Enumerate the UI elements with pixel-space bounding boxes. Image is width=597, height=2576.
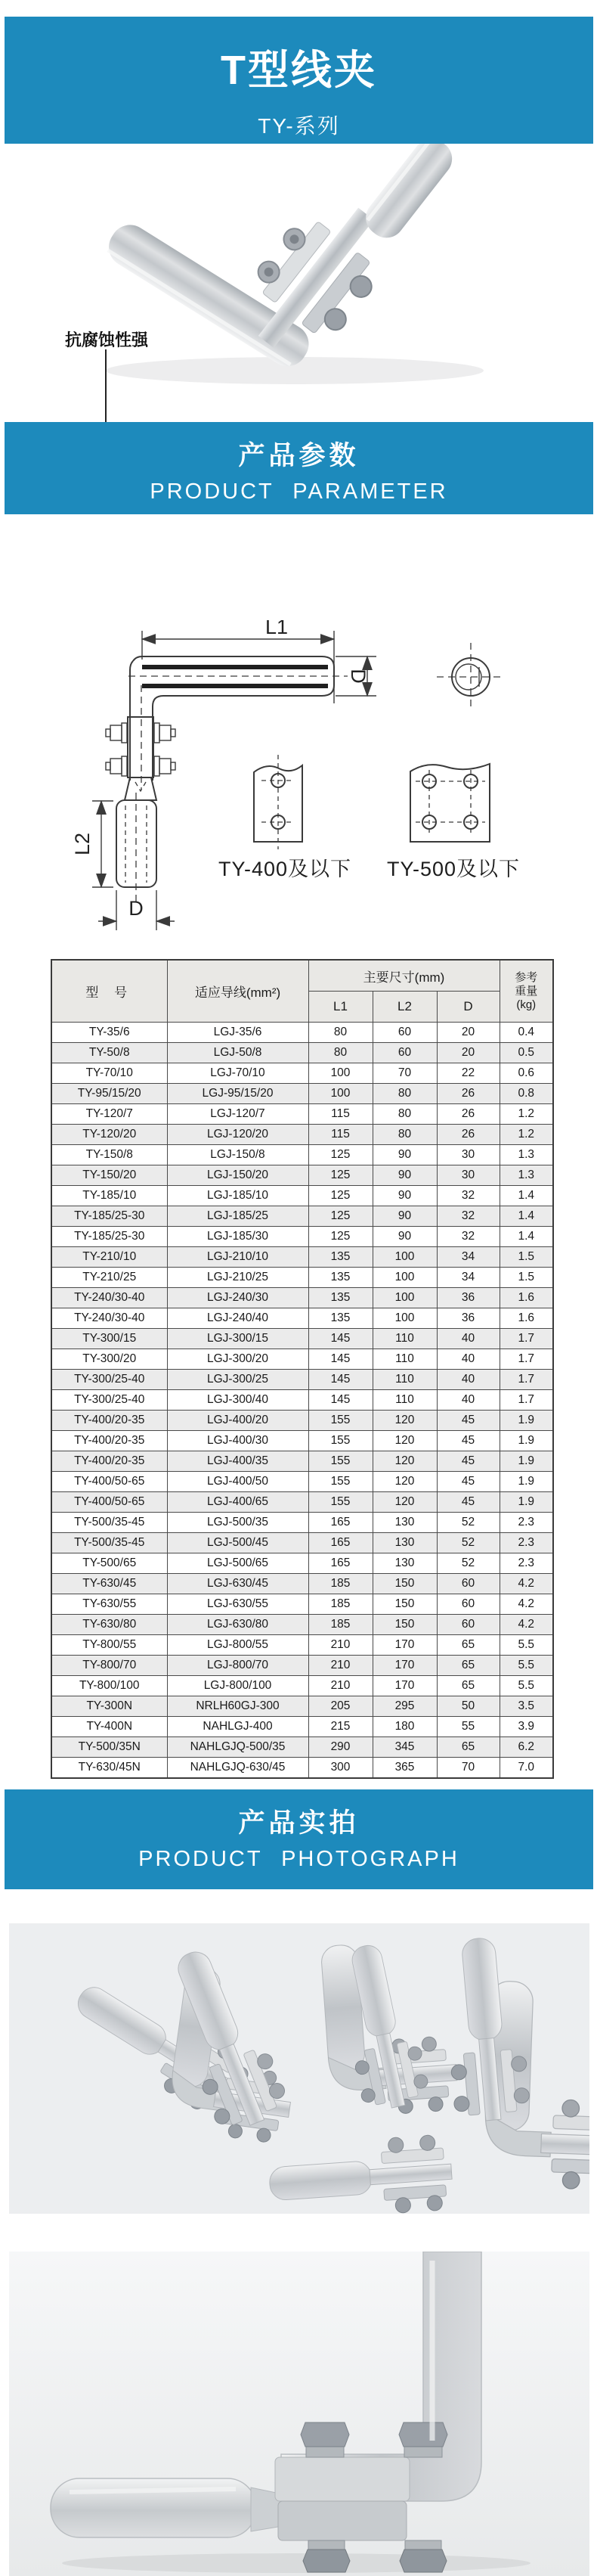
table-cell: TY-120/7 [51, 1104, 167, 1125]
table-cell: 5.5 [500, 1635, 553, 1656]
table-cell: 0.4 [500, 1023, 553, 1043]
parameter-banner [5, 422, 593, 514]
dim-label-l2: L2 [71, 832, 94, 856]
table-cell: TY-240/30-40 [51, 1288, 167, 1308]
table-cell: NAHLGJ-400 [167, 1717, 308, 1737]
table-row [51, 1533, 553, 1553]
table-cell: 26 [437, 1125, 500, 1145]
table-cell: 45 [437, 1451, 500, 1472]
table-cell: 5.5 [500, 1676, 553, 1696]
table-row [51, 1227, 553, 1247]
table-cell: 135 [308, 1308, 373, 1329]
drawing-caption-ty400: TY-400及以下 [218, 858, 352, 880]
table-cell: 60 [373, 1043, 437, 1063]
table-cell: TY-70/10 [51, 1063, 167, 1084]
table-cell: 205 [308, 1696, 373, 1717]
table-row [51, 1696, 553, 1717]
table-cell: 90 [373, 1165, 437, 1186]
table-cell: 115 [308, 1104, 373, 1125]
table-cell: LGJ-500/65 [167, 1553, 308, 1574]
table-cell: 6.2 [500, 1737, 553, 1758]
table-row [51, 1390, 553, 1411]
table-cell: 65 [437, 1635, 500, 1656]
table-cell: 1.6 [500, 1288, 553, 1308]
table-cell: LGJ-800/100 [167, 1676, 308, 1696]
table-row [51, 1615, 553, 1635]
product-closeup-photo-svg [9, 2252, 589, 2576]
table-cell: 170 [373, 1656, 437, 1676]
table-cell: 1.7 [500, 1390, 553, 1411]
table-cell: LGJ-150/20 [167, 1165, 308, 1186]
table-cell: 1.4 [500, 1227, 553, 1247]
table-row [51, 1023, 553, 1043]
table-cell: 125 [308, 1227, 373, 1247]
table-cell: LGJ-120/7 [167, 1104, 308, 1125]
product-closeup-photo [9, 2252, 589, 2576]
table-cell: TY-400/20-35 [51, 1411, 167, 1431]
table-cell: LGJ-630/45 [167, 1574, 308, 1594]
table-cell: 145 [308, 1349, 373, 1370]
table-cell: 130 [373, 1513, 437, 1533]
dim-label-d-bottom: D [128, 897, 144, 920]
table-cell: 1.9 [500, 1411, 553, 1431]
table-cell: 135 [308, 1268, 373, 1288]
table-cell: 4.2 [500, 1615, 553, 1635]
photograph-banner-en: PRODUCT PHOTOGRAPH [138, 1847, 459, 1871]
hero-label-corrosion: 抗腐蚀性强 [65, 331, 149, 349]
table-cell: TY-500/35-45 [51, 1533, 167, 1553]
table-row [51, 1451, 553, 1472]
table-cell: TY-400/20-35 [51, 1431, 167, 1451]
table-cell: 135 [308, 1247, 373, 1268]
table-row [51, 1370, 553, 1390]
table-cell: 1.2 [500, 1104, 553, 1125]
table-cell: 1.3 [500, 1165, 553, 1186]
table-cell: 40 [437, 1329, 500, 1349]
table-cell: 45 [437, 1411, 500, 1431]
table-cell: 50 [437, 1696, 500, 1717]
parameter-banner-zh: 产品参数 [238, 441, 360, 470]
table-cell: LGJ-150/8 [167, 1145, 308, 1165]
table-row [51, 1247, 553, 1268]
table-cell: 100 [308, 1084, 373, 1104]
table-cell: 1.7 [500, 1370, 553, 1390]
table-cell: 32 [437, 1186, 500, 1206]
table-cell: 60 [437, 1574, 500, 1594]
table-row [51, 1165, 553, 1186]
table-cell: 0.6 [500, 1063, 553, 1084]
table-cell: 130 [373, 1553, 437, 1574]
dim-label-d-side: D [347, 669, 370, 684]
table-row [51, 1104, 553, 1125]
table-cell: 155 [308, 1472, 373, 1492]
table-cell: 180 [373, 1717, 437, 1737]
table-cell: TY-150/8 [51, 1145, 167, 1165]
table-row [51, 1513, 553, 1533]
table-cell: TY-500/35-45 [51, 1513, 167, 1533]
table-cell: 60 [373, 1023, 437, 1043]
table-cell: 1.5 [500, 1268, 553, 1288]
table-cell: LGJ-500/45 [167, 1533, 308, 1553]
bolt-row-2 [106, 756, 175, 776]
table-cell: 32 [437, 1227, 500, 1247]
table-cell: LGJ-630/55 [167, 1594, 308, 1615]
page-title: T型线夹 [221, 48, 377, 93]
table-row [51, 1635, 553, 1656]
table-cell: 185 [308, 1574, 373, 1594]
table-cell: LGJ-240/30 [167, 1288, 308, 1308]
table-row [51, 1084, 553, 1104]
table-cell: 100 [373, 1247, 437, 1268]
table-cell: LGJ-300/15 [167, 1329, 308, 1349]
table-row [51, 1349, 553, 1370]
table-row [51, 1308, 553, 1329]
photograph-banner [5, 1789, 593, 1889]
table-cell: 20 [437, 1043, 500, 1063]
table-cell: 0.5 [500, 1043, 553, 1063]
table-cell: 40 [437, 1390, 500, 1411]
table-cell: TY-50/8 [51, 1043, 167, 1063]
table-cell: LGJ-400/35 [167, 1451, 308, 1472]
dimension-drawing [45, 620, 544, 938]
table-cell: 90 [373, 1227, 437, 1247]
table-cell: TY-300/25-40 [51, 1390, 167, 1411]
table-row [51, 1063, 553, 1084]
table-cell: TY-185/25-30 [51, 1227, 167, 1247]
table-cell: LGJ-300/20 [167, 1349, 308, 1370]
table-row [51, 1411, 553, 1431]
table-row [51, 1329, 553, 1349]
product-group-photo [9, 1923, 589, 2214]
table-row [51, 1145, 553, 1165]
parameter-banner-en: PRODUCT PARAMETER [150, 480, 448, 504]
table-cell: 22 [437, 1063, 500, 1084]
table-cell: 52 [437, 1533, 500, 1553]
col-header-d: D [437, 992, 500, 1023]
table-cell: 300 [308, 1758, 373, 1779]
table-cell: 155 [308, 1492, 373, 1513]
table-cell: LGJ-300/25 [167, 1370, 308, 1390]
table-cell: 150 [373, 1615, 437, 1635]
table-cell: 100 [373, 1268, 437, 1288]
table-cell: LGJ-500/35 [167, 1513, 308, 1533]
table-cell: 170 [373, 1635, 437, 1656]
bolt-row-1 [106, 723, 175, 743]
table-cell: 365 [373, 1758, 437, 1779]
table-row [51, 1206, 553, 1227]
table-cell: 1.6 [500, 1308, 553, 1329]
table-cell: 295 [373, 1696, 437, 1717]
table-row [51, 1043, 553, 1063]
table-cell: 125 [308, 1206, 373, 1227]
col-header-conductor: 适应导线(mm²) [167, 960, 308, 1023]
table-cell: 170 [373, 1676, 437, 1696]
table-cell: 34 [437, 1268, 500, 1288]
table-cell: 30 [437, 1145, 500, 1165]
product-group-photo-svg [9, 1923, 589, 2214]
table-cell: 125 [308, 1186, 373, 1206]
table-cell: 120 [373, 1431, 437, 1451]
table-cell: 165 [308, 1513, 373, 1533]
table-cell: 210 [308, 1656, 373, 1676]
table-cell: 20 [437, 1023, 500, 1043]
table-header-row-1 [51, 960, 553, 992]
table-body [51, 1023, 553, 1779]
col-header-l2: L2 [373, 992, 437, 1023]
table-cell: 120 [373, 1492, 437, 1513]
clamp-product-image [0, 144, 597, 422]
table-cell: 110 [373, 1329, 437, 1349]
table-cell: 100 [308, 1063, 373, 1084]
table-cell: TY-800/70 [51, 1656, 167, 1676]
table-cell: 210 [308, 1635, 373, 1656]
table-cell: LGJ-50/8 [167, 1043, 308, 1063]
table-cell: 80 [373, 1125, 437, 1145]
table-cell: LGJ-240/40 [167, 1308, 308, 1329]
table-cell: 52 [437, 1553, 500, 1574]
table-cell: 1.7 [500, 1329, 553, 1349]
table-cell: 36 [437, 1288, 500, 1308]
table-cell: 80 [308, 1023, 373, 1043]
table-cell: 45 [437, 1431, 500, 1451]
table-cell: NAHLGJQ-500/35 [167, 1737, 308, 1758]
table-row [51, 1758, 553, 1779]
table-cell: TY-630/45N [51, 1758, 167, 1779]
table-cell: 90 [373, 1186, 437, 1206]
table-cell: LGJ-120/20 [167, 1125, 308, 1145]
table-row [51, 1574, 553, 1594]
table-cell: 165 [308, 1533, 373, 1553]
table-cell: 1.9 [500, 1472, 553, 1492]
table-cell: NAHLGJQ-630/45 [167, 1758, 308, 1779]
table-cell: 34 [437, 1247, 500, 1268]
drawing-caption-ty500: TY-500及以下 [386, 858, 521, 880]
table-cell: LGJ-630/80 [167, 1615, 308, 1635]
table-cell: 210 [308, 1676, 373, 1696]
table-cell: 145 [308, 1390, 373, 1411]
table-cell: 80 [373, 1104, 437, 1125]
table-cell: LGJ-400/50 [167, 1472, 308, 1492]
table-cell: TY-800/100 [51, 1676, 167, 1696]
spec-table [51, 959, 554, 1779]
table-cell: LGJ-800/55 [167, 1635, 308, 1656]
table-cell: TY-300/25-40 [51, 1370, 167, 1390]
table-cell: 60 [437, 1594, 500, 1615]
table-cell: 125 [308, 1165, 373, 1186]
table-cell: 80 [373, 1084, 437, 1104]
table-cell: 40 [437, 1370, 500, 1390]
table-cell: TY-630/55 [51, 1594, 167, 1615]
table-cell: TY-120/20 [51, 1125, 167, 1145]
table-cell: NRLH60GJ-300 [167, 1696, 308, 1717]
table-cell: 1.2 [500, 1125, 553, 1145]
table-cell: 100 [373, 1288, 437, 1308]
photograph-banner-zh: 产品实拍 [238, 1808, 360, 1838]
table-cell: 3.5 [500, 1696, 553, 1717]
table-row [51, 1472, 553, 1492]
table-cell: TY-240/30-40 [51, 1308, 167, 1329]
table-cell: LGJ-70/10 [167, 1063, 308, 1084]
table-row [51, 1431, 553, 1451]
table-cell: 155 [308, 1411, 373, 1431]
col-header-weight-line3: (kg) [516, 998, 537, 1011]
col-header-weight [500, 960, 553, 1023]
table-cell: TY-500/35N [51, 1737, 167, 1758]
col-header-model: 型 号 [51, 960, 167, 1023]
table-cell: 1.4 [500, 1206, 553, 1227]
table-cell: TY-185/25-30 [51, 1206, 167, 1227]
table-cell: 1.5 [500, 1247, 553, 1268]
table-cell: 155 [308, 1451, 373, 1472]
table-cell: 185 [308, 1594, 373, 1615]
col-header-weight-line2: 重量 [515, 984, 538, 998]
table-cell: 115 [308, 1125, 373, 1145]
table-cell: 165 [308, 1553, 373, 1574]
table-row [51, 1717, 553, 1737]
table-row [51, 1656, 553, 1676]
table-cell: 90 [373, 1206, 437, 1227]
table-cell: LGJ-185/25 [167, 1206, 308, 1227]
table-cell: TY-630/80 [51, 1615, 167, 1635]
table-cell: 110 [373, 1349, 437, 1370]
table-cell: 80 [308, 1043, 373, 1063]
title-banner [5, 17, 593, 144]
table-cell: 3.9 [500, 1717, 553, 1737]
table-row [51, 1594, 553, 1615]
table-cell: 1.9 [500, 1431, 553, 1451]
table-row [51, 1492, 553, 1513]
table-cell: LGJ-800/70 [167, 1656, 308, 1676]
table-cell: 90 [373, 1145, 437, 1165]
table-cell: TY-800/55 [51, 1635, 167, 1656]
table-cell: 155 [308, 1431, 373, 1451]
table-cell: 65 [437, 1737, 500, 1758]
page-subtitle: TY-系列 [258, 114, 340, 138]
table-row [51, 1268, 553, 1288]
table-cell: 70 [373, 1063, 437, 1084]
table-row [51, 1676, 553, 1696]
col-header-l1: L1 [308, 992, 373, 1023]
table-cell: 120 [373, 1451, 437, 1472]
table-cell: 215 [308, 1717, 373, 1737]
table-cell: 1.7 [500, 1349, 553, 1370]
table-cell: 290 [308, 1737, 373, 1758]
table-cell: LGJ-400/20 [167, 1411, 308, 1431]
table-cell: TY-185/10 [51, 1186, 167, 1206]
table-cell: 1.3 [500, 1145, 553, 1165]
table-cell: 40 [437, 1349, 500, 1370]
table-cell: 135 [308, 1288, 373, 1308]
table-cell: 150 [373, 1594, 437, 1615]
table-cell: 120 [373, 1472, 437, 1492]
col-header-dims-group: 主要尺寸(mm) [308, 960, 500, 992]
table-cell: LGJ-35/6 [167, 1023, 308, 1043]
table-cell: 120 [373, 1411, 437, 1431]
table-cell: 4.2 [500, 1594, 553, 1615]
table-cell: 5.5 [500, 1656, 553, 1676]
table-cell: 26 [437, 1084, 500, 1104]
table-cell: TY-300/20 [51, 1349, 167, 1370]
table-cell: LGJ-400/30 [167, 1431, 308, 1451]
table-cell: 60 [437, 1615, 500, 1635]
table-cell: 55 [437, 1717, 500, 1737]
table-cell: LGJ-185/10 [167, 1186, 308, 1206]
table-row [51, 1553, 553, 1574]
table-cell: TY-400/20-35 [51, 1451, 167, 1472]
table-cell: 345 [373, 1737, 437, 1758]
table-cell: LGJ-95/15/20 [167, 1084, 308, 1104]
table-cell: 125 [308, 1145, 373, 1165]
table-cell: 2.3 [500, 1513, 553, 1533]
table-cell: 2.3 [500, 1553, 553, 1574]
table-cell: 2.3 [500, 1533, 553, 1553]
table-cell: TY-500/65 [51, 1553, 167, 1574]
table-cell: 45 [437, 1472, 500, 1492]
table-cell: 36 [437, 1308, 500, 1329]
table-cell: 45 [437, 1492, 500, 1513]
table-row [51, 1288, 553, 1308]
table-cell: TY-300/15 [51, 1329, 167, 1349]
table-cell: LGJ-185/30 [167, 1227, 308, 1247]
table-cell: 0.8 [500, 1084, 553, 1104]
table-row [51, 1186, 553, 1206]
table-cell: LGJ-210/25 [167, 1268, 308, 1288]
table-cell: 70 [437, 1758, 500, 1779]
table-row [51, 1737, 553, 1758]
table-cell: TY-400/50-65 [51, 1472, 167, 1492]
table-cell: 26 [437, 1104, 500, 1125]
dim-label-l1: L1 [264, 620, 289, 638]
table-cell: 1.4 [500, 1186, 553, 1206]
table-cell: 30 [437, 1165, 500, 1186]
table-cell: 65 [437, 1656, 500, 1676]
table-cell: TY-300N [51, 1696, 167, 1717]
table-cell: LGJ-400/65 [167, 1492, 308, 1513]
table-cell: 110 [373, 1390, 437, 1411]
hero-photo [0, 144, 597, 422]
table-cell: 4.2 [500, 1574, 553, 1594]
table-cell: 1.9 [500, 1492, 553, 1513]
table-cell: TY-400N [51, 1717, 167, 1737]
table-cell: 100 [373, 1308, 437, 1329]
col-header-weight-line1: 参考 [515, 970, 538, 984]
table-cell: 145 [308, 1370, 373, 1390]
table-cell: 65 [437, 1676, 500, 1696]
table-cell: TY-95/15/20 [51, 1084, 167, 1104]
table-cell: 7.0 [500, 1758, 553, 1779]
table-cell: TY-150/20 [51, 1165, 167, 1186]
table-cell: 52 [437, 1513, 500, 1533]
table-cell: 110 [373, 1370, 437, 1390]
table-cell: TY-35/6 [51, 1023, 167, 1043]
table-cell: TY-210/10 [51, 1247, 167, 1268]
table-cell: 32 [437, 1206, 500, 1227]
table-cell: TY-630/45 [51, 1574, 167, 1594]
dimension-drawing-svg [45, 620, 544, 938]
table-cell: TY-400/50-65 [51, 1492, 167, 1513]
table-row [51, 1125, 553, 1145]
table-cell: 145 [308, 1329, 373, 1349]
table-cell: 185 [308, 1615, 373, 1635]
table-cell: TY-210/25 [51, 1268, 167, 1288]
table-cell: 1.9 [500, 1451, 553, 1472]
table-cell: 130 [373, 1533, 437, 1553]
table-cell: 150 [373, 1574, 437, 1594]
table-cell: LGJ-210/10 [167, 1247, 308, 1268]
table-cell: LGJ-300/40 [167, 1390, 308, 1411]
